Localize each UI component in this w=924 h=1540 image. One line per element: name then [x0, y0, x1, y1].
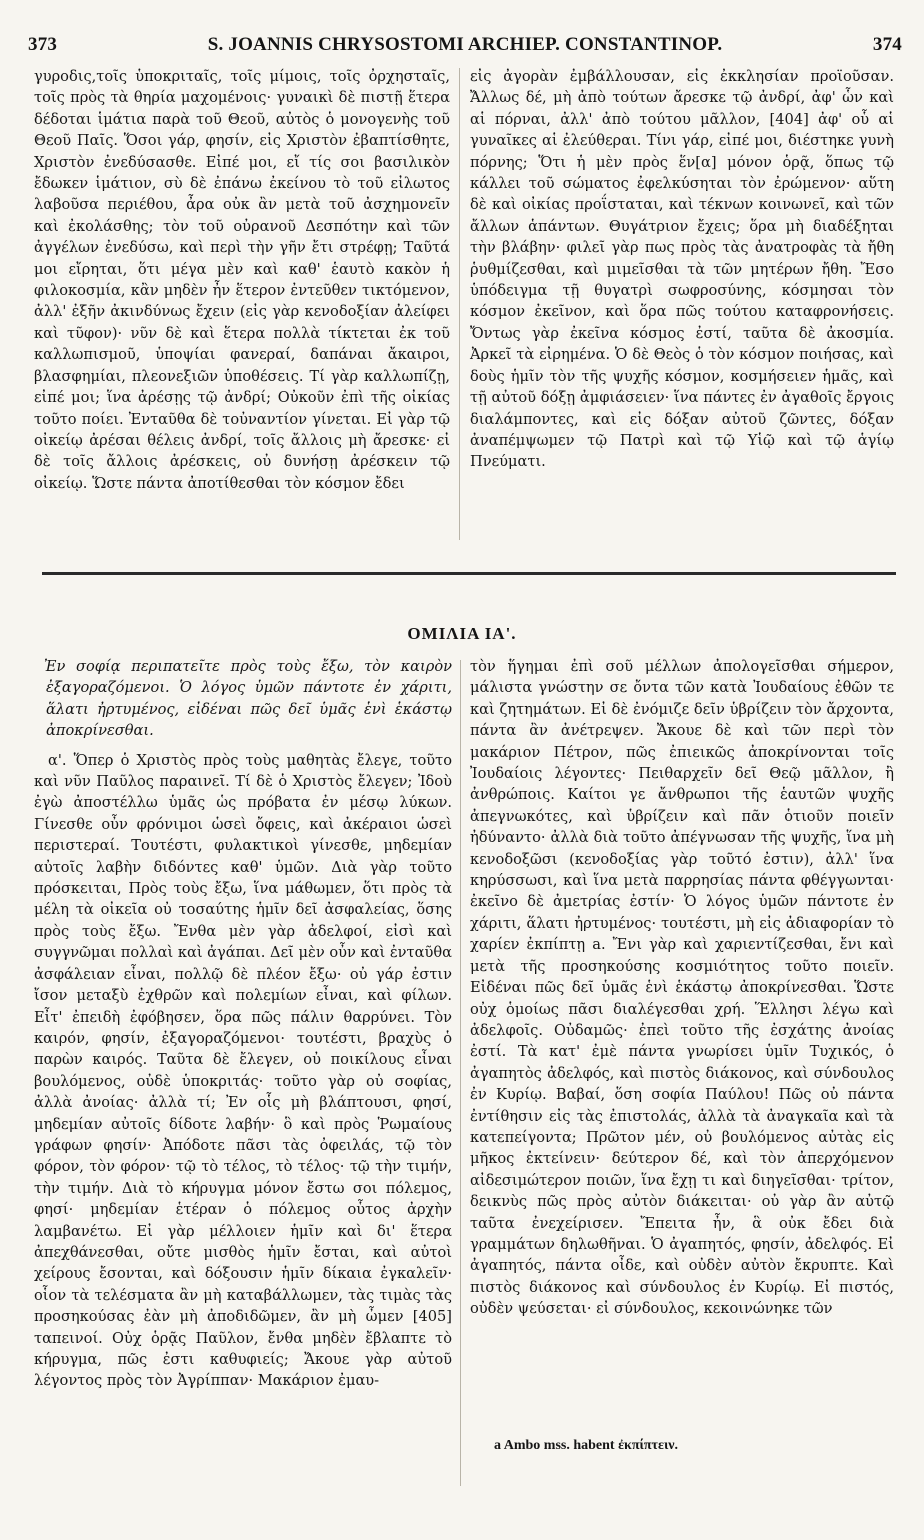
bottom-right-column [470, 656, 894, 1320]
column-divider-bottom [460, 660, 461, 1486]
page-number-right: 374 [872, 34, 902, 55]
bottom-left-text: α'. Ὅπερ ὁ Χριστὸς πρὸς τοὺς μαθητὰς ἔλεγε, τοῦτο καὶ νῦν Παῦλος παραινεῖ. Τί δὲ ὁ Χριστὸς ἔλεγεν; Ἰδοὺ ἐγὼ ἀποστέλλω ὑμᾶς ὡς πρόβατα ἐν μέσῳ λύκων. Γίνεσθε οὖν φρόνιμοι ὡσεὶ ὄφεις, καὶ ἀκέραιοι ὡσεὶ περιστεραί. Τουτέστι, φυλακτικοὶ γίνεσθε, μηδεμίαν αὐτοῖς λαβὴν διδόντες καθ' ὑμῶν. Διὰ γὰρ τοῦτο πρόσκειται, Πρὸς τοὺς ἔξω, ἵνα μάθωμεν, ὅτι πρὸς τὰ μέλη τὰ οἰκεῖα οὐ τοσαύτης ἡμῖν δεῖ ἀσφαλείας, ὅσης πρὸς τοὺς ἔξω. Ἔνθα μὲν γὰρ ἀδελφοί, εἰσὶ καὶ συγγνῶμαι πολλαὶ καὶ ἀγάπαι. Δεῖ μὲν οὖν καὶ ἐνταῦθα ἀσφάλειαν εἶναι, πολλῷ δὲ πλέον ἔξω· οὐ γάρ ἐστιν ἴσον μεταξὺ ἐχθρῶν καὶ πολεμίων εἶναι, καὶ φίλων. Εἶτ' ἐπειδὴ ἐφόβησεν, ὅρα πῶς πάλιν θαρρύνει. Τὸν καιρόν, φησίν, ἐξαγοραζόμενοι· τουτέστι, βραχὺς ὁ παρὼν καιρός. Ταῦτα δὲ ἔλεγεν, οὐ ποικίλους εἶναι βουλόμενος, οὐδὲ ὑποκριτάς· τοῦτο γὰρ οὐ σοφίας, ἀλλὰ ἀνοίας· ἀλλὰ τί; Ἐν οἷς μὴ βλάπτουσι, φησί, μηδεμίαν αὐτοῖς δίδοτε λαβήν· ὃ καὶ πρὸς Ῥωμαίους γράφων φησίν· Ἀπόδοτε πᾶσι τὰς ὀφειλάς, τῷ τὸν φόρον, τὸν φόρον· τῷ τὸ τέλος, τὸ τέλος· τῷ τὴν τιμήν, τὴν τιμήν. Διὰ τὸ κήρυγμα μόνον ἔστω σοι πόλεμος, φησί· μηδεμίαν ἑτέραν ὁ πόλεμος οὗτος ἀρχὴν λαμβανέτω. Εἰ γὰρ μέλλοιεν ἡμῖν καὶ δι' ἕτερα ἀπεχθάνεσθαι, οὔτε μισθὸς ἡμῖν ἔσται, καὶ αὐτοὶ χείρους ἔσονται, καὶ δόξουσιν ἡμῖν δίκαια ἐγκαλεῖν· οἷον τὰ τελέσματα ἂν μὴ καταβάλλωμεν, τὰς τιμὰς τὰς προσηκούσας ἐὰν μὴ ἀποδιδῶμεν, ἂν μὴ ὦμεν [405] ταπεινοί. Οὐχ ὁρᾷς Παῦλον, ἔνθα μηδὲν ἔβλαπτε τὸ κήρυγμα, πῶς ἐστι καθυφιείς; Ἄκουε γὰρ αὐτοῦ λέγοντος πρὸς τὸν Ἀγρίππαν· Μακάριον ἐμαυ- [34, 751, 452, 1390]
footnote: a Ambo mss. habent ἐκπίπτειν. [494, 1438, 679, 1453]
bottom-right-text: τὸν ἥγημαι ἐπὶ σοῦ μέλλων ἀπολογεῖσθαι σήμερον, μάλιστα γνώστην σε ὄντα τῶν κατὰ Ἰουδαίους ἐθῶν τε καὶ ζητημάτων. Εἰ δὲ ἐνόμιζε δεῖν ὑβρίζειν τὸν ἄρχοντα, πάντα ἂν ἀνέτρεψεν. Ἄκουε δὲ καὶ τῶν περὶ τὸν μακάριον Πέτρον, πῶς ἐπιεικῶς ἀποκρίνονται τοῖς Ἰουδαίοις λέγοντες· Πειθαρχεῖν δεῖ Θεῷ μᾶλλον, ἢ ἀνθρώποις. Καίτοι γε ἄνθρωποι τῆς ἑαυτῶν ψυχῆς ἀπεγνωκότες, καὶ ὑβρίζειν καὶ πᾶν ὁτιοῦν ποιεῖν ἠδύναντο· ἀλλὰ διὰ τοῦτο ἀπέγνωσαν τῆς ψυχῆς, ἵνα μὴ κενοδοξῶσι (κενοδοξίας γὰρ τοῦτό ἐστιν), ἀλλ' ἵνα κηρύσσωσι, καὶ ἵνα μετὰ παρρησίας πάντα φθέγγωνται· ἐκεῖνο δὲ ἀμετρίας ἐστίν· Ὁ λόγος ὑμῶν πάντοτε ἐν χάριτι, ἅλατι ἠρτυμένος· τουτέστι, μὴ εἰς ἀδιαφορίαν τὸ χαρίεν ἐκπίπτῃ a. Ἔνι γὰρ καὶ χαριεντίζεσθαι, ἔνι καὶ μετὰ τῆς προσηκούσης κοσμιότητος τοῦτο ποιεῖν. Εἰδέναι πῶς δεῖ ὑμᾶς ἑνὶ ἑκάστῳ ἀποκρίνεσθαι. Ὥστε οὐχ ὁμοίως πᾶσι διαλέγεσθαι χρή. Ἕλλησι λέγω καὶ ἀδελφοῖς. Οὐδαμῶς· ἐπεὶ τοῦτο τῆς ἐσχάτης ἀνοίας ἐστί. Τὰ κατ' ἐμὲ πάντα γνωρίσει ὑμῖν Τυχικός, ὁ ἀγαπητὸς ἀδελφός, καὶ πιστὸς διάκονος, καὶ σύνδουλος ἐν Κυρίῳ. Βαβαί, ὅση σοφία Παύλου! Πῶς οὐ πάντα ἐντίθησιν εἰς τὰς ἐπιστολάς, ἀλλὰ τὰ ἀναγκαῖα καὶ τὰ κατεπείγοντα; Πρῶτον μέν, οὐ βουλόμενος αὐτὰς εἰς μῆκος ἐκτείνειν· δεύτερον δέ, καὶ τὸν ἀπερχόμενον αἰδεσιμώτερον ποιῶν, ἵνα ἔχῃ τι καὶ διηγεῖσθαι· τρίτον, δεικνὺς πῶς πρὸς αὐτὸν διάκειται· οὐ γὰρ ἂν αὐτῷ ταῦτα ἐνεχείρισεν. Ἔπειτα ἦν, ἃ οὐκ ἔδει διὰ γραμμάτων δηλωθῆναι. Ὁ ἀγαπητός, φησίν, ἀδελφός. Εἰ ἀγαπητός, πάντα οἶδε, καὶ οὐδὲν αὐτὸν ἔκρυπτε. Καὶ πιστὸς διάκονος καὶ σύνδουλος ἐν Κυρίῳ. Εἰ πιστός, οὐδὲν ψεύσεται· εἰ σύνδουλος, κεκοινώνηκε τῶν [470, 658, 894, 1318]
column-divider-top [459, 68, 460, 540]
bottom-left-column [34, 656, 452, 1392]
top-left-text: γυροδις,τοῖς ὑποκριταῖς, τοῖς μίμοις, τοῖς ὀρχησταῖς, τοῖς πρὸς τὰ θηρία μαχομένοις· γυναικὶ δὲ πιστῇ ἕτερα δέδοται ἱμάτια παρὰ τοῦ Θεοῦ, αὐτὸς ὁ μονογενὴς τοῦ Θεοῦ Παῖς. Ὅσοι γάρ, φησίν, εἰς Χριστὸν ἐβαπτίσθητε, Χριστὸν ἐνεδύσασθε. Εἰπέ μοι, εἴ τίς σοι βασιλικὸν ἔδωκεν ἱμάτιον, σὺ δὲ ἐπάνω ἐκείνου τὸ τοῦ εἰλωτος λαβοῦσα περιέθου, ἆρα οὐκ ἂν μετὰ τοῦ ἀσχημονεῖν καὶ ἐκολάσθης; τὸν τοῦ οὐρανοῦ Δεσπότην καὶ τῶν ἀγγέλων ἐνεδύσω, καὶ περὶ τὴν γῆν ἔτι στρέφῃ; Ταῦτά μοι εἴρηται, ὅτι μέγα μὲν καὶ καθ' ἑαυτὸ κακὸν ἡ φιλοκοσμία, κἂν μηδὲν ἦν ἕτερον ἐντεῦθεν τικτόμενον, ἀλλ' ἐξῆν ἀκινδύνως ἔχειν (εἰς γὰρ κενοδοξίαν ἀλείφει καὶ τῦφον)· νῦν δὲ καὶ ἕτερα πολλὰ τίκτεται ἐκ τοῦ καλλωπισμοῦ, ὑποψίαι φανεραί, δαπάναι ἄκαιροι, βλασφημίαι, πλεονεξιῶν ὑποθέσεις. Τί γὰρ καλλωπίζῃ, εἰπέ μοι; ἵνα ἀρέσῃς τῷ ἀνδρί; Οὐκοῦν ἐπὶ τῆς οἰκίας τοῦτο ποίει. Ἐνταῦθα δὲ τοὐναντίον γίνεται. Εἰ γὰρ τῷ οἰκείῳ ἀρέσαι θέλεις ἀνδρί, τοῖς ἄλλοις μὴ ἄρεσκε· εἰ δὲ τοῖς ἄλλοις ἀρέσκεις, οὐ δυνήσῃ ἀρέσκειν τῷ οἰκείῳ. Ὥστε πάντα ἀποτίθεσθαι τὸν κόσμον ἔδει [34, 68, 450, 492]
section-separator [42, 572, 896, 575]
top-left-column [34, 66, 450, 494]
running-title: S. JOANNIS CHRYSOSTOMI ARCHIEP. CONSTANTINOP. [207, 34, 723, 55]
homily-lead-verse: Ἐν σοφίᾳ περιπατεῖτε πρὸς τοὺς ἔξω, τὸν καιρὸν ἐξαγοραζόμενοι. Ὁ λόγος ὑμῶν πάντοτε ἐν χάριτι, ἅλατι ἠρτυμένος, εἰδέναι πῶς δεῖ ὑμᾶς ἑνὶ ἑκάστῳ ἀποκρίνεσθαι. [44, 658, 452, 740]
top-right-text: εἰς ἀγορὰν ἐμβάλλουσαν, εἰς ἐκκλησίαν προϊοῦσαν. Ἄλλως δέ, μὴ ἀπὸ τούτων ἄρεσκε τῷ ἀνδρί, ἀφ' ὧν καὶ αἱ πόρναι, ἀλλ' ἀπὸ τούτου μᾶλλον, [404] ἀφ' οὗ αἱ γυναῖκες αἱ ἐλεύθεραι. Τίνι γάρ, εἰπέ μοι, διέστηκε γυνὴ πόρνης; Ὅτι ἡ μὲν πρὸς ἕν[α] μόνον ὁρᾷ, ὅπως τῷ κάλλει τοῦ σώματος ἐφελκύσηται τὸν ἐρώμενον· αὕτη δὲ καὶ οἰκίας προΐσταται, καὶ τέκνων κοινωνεῖ, καὶ τῶν ἄλλων ἁπάντων. Θυγάτριον ἔχεις; ὅρα μὴ διαδέξηται τὴν βλάβην· φιλεῖ γὰρ πως πρὸς τὰς ἀνατροφὰς τὰ ἤθη ῥυθμίζεσθαι, καὶ μιμεῖσθαι τὰ τῶν μητέρων ἤθη. Ἔσο ὑπόδειγμα τῇ θυγατρὶ σωφροσύνης, κόσμησαι τὸν κόσμον ἐκεῖνον, καὶ ὅρα πῶς τούτου καταφρονήσεις. Ὄντως γὰρ ἐκεῖνα κόσμος ἐστί, ταῦτα δὲ ἀκοσμία. Ἀρκεῖ τὰ εἰρημένα. Ὁ δὲ Θεὸς ὁ τὸν κόσμον ποιήσας, καὶ δοὺς ἡμῖν τὸν τῆς ψυχῆς κόσμον, κοσμήσειεν ἡμᾶς, καὶ τῇ αὐτοῦ δόξῃ ἀμφιάσειεν· ἵνα πάντες ἐν ἀγαθοῖς ἔργοις διαλάμποντες, καὶ εἰς δόξαν αὐτοῦ ζῶντες, δόξαν ἀναπέμψωμεν τῷ Πατρὶ καὶ τῷ Υἱῷ καὶ τῷ ἁγίῳ Πνεύματι. [470, 68, 894, 471]
page-number-left: 373 [28, 34, 58, 55]
homily-title: ΟΜΙΛΙΑ ΙΑ'. [407, 624, 517, 643]
running-head [28, 34, 902, 62]
top-right-column [470, 66, 894, 473]
